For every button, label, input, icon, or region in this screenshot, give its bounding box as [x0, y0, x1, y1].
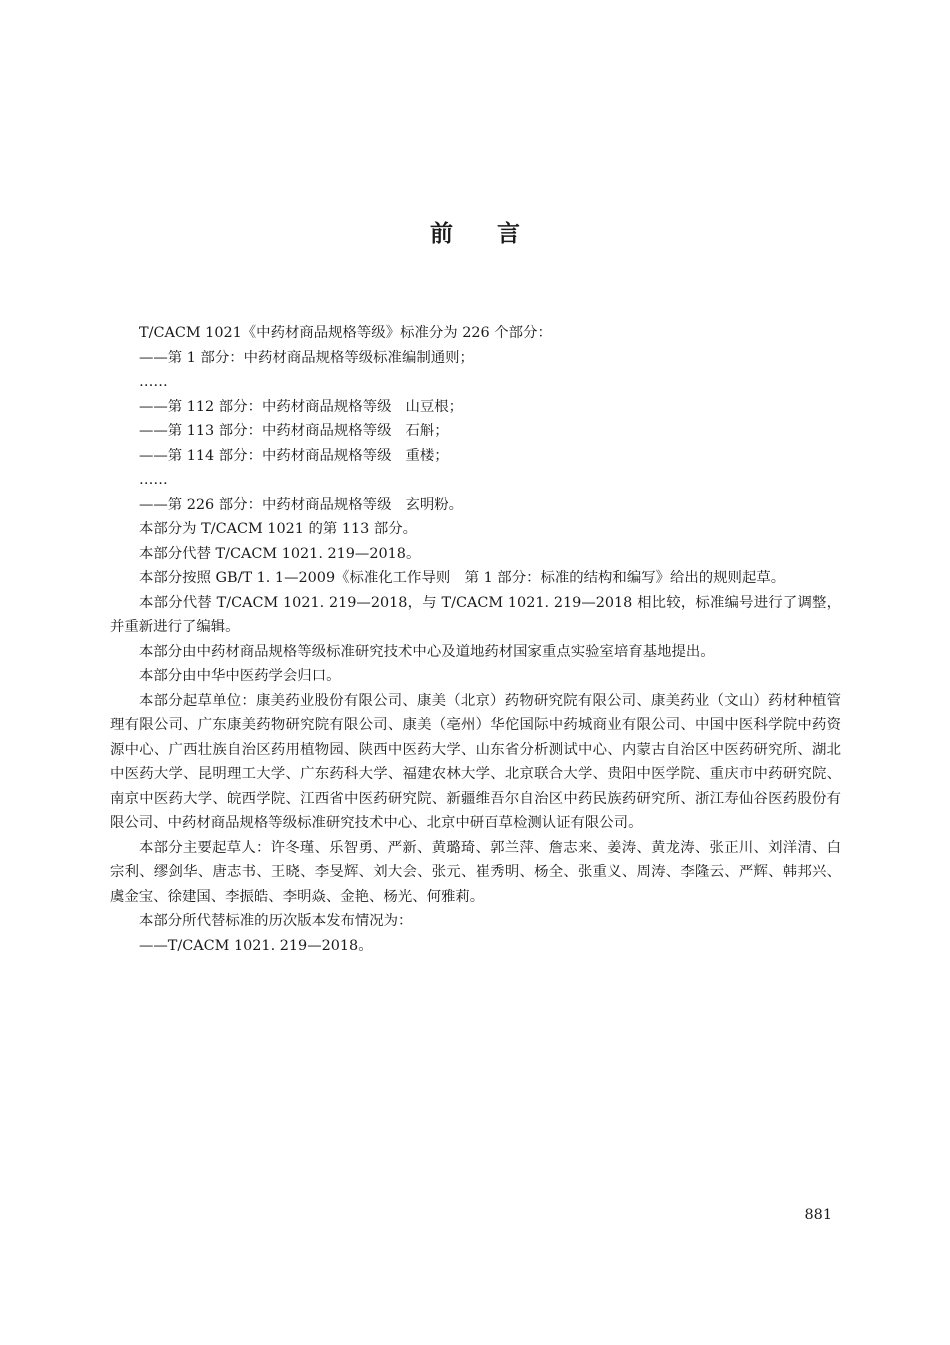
- replaces-paragraph: 本部分代替 T/CACM 1021. 219—2018。: [139, 545, 421, 562]
- foreword-body: [110, 321, 841, 958]
- part-name: 石斛；: [405, 423, 449, 439]
- drafting-units-paragraph: 本部分起草单位：康美药业股份有限公司、康美（北京）药物研究院有限公司、康美药业（文山）药材种植管理有限公司、广东康美药物研究院有限公司、康美（亳州）华佗国际中药城商业有限公司、中国中医科学院中药资源中心、广西壮族自治区药用植物园、陕西中医药大学、山东省分析测试中心、内蒙古自治区中医药研究所、湖北中医药大学、昆明理工大学、广东药科大学、福建农林大学、北京联合大学、贵阳中医学院、重庆市中药研究院、南京中医药大学、皖西学院、江西省中医药研究院、新疆维吾尔自治区中药民族药研究所、浙江寿仙谷医药股份有限公司、中药材商品规格等级标准研究技术中心、北京中研百草检测认证有限公司。: [110, 692, 841, 831]
- ellipsis-line: ……: [139, 374, 168, 390]
- part-item: ——第 112 部分：中药材商品规格等级 山豆根；: [139, 398, 464, 415]
- part-item: ——第 226 部分：中药材商品规格等级 玄明粉。: [139, 496, 464, 513]
- part-name: 山豆根；: [405, 398, 464, 415]
- ellipsis-line: ……: [139, 472, 168, 488]
- intro-paragraph: T/CACM 1021《中药材商品规格等级》标准分为 226 个部分：: [139, 325, 552, 341]
- part-name: 玄明粉。: [405, 496, 464, 513]
- centralized-paragraph: 本部分由中华中医药学会归口。: [139, 668, 341, 684]
- history-item: ——T/CACM 1021. 219—2018。: [139, 937, 373, 954]
- parts-list: [110, 346, 841, 518]
- changes-paragraph: 本部分代替 T/CACM 1021. 219—2018，与 T/CACM 1021. 219—2018 相比较，标准编号进行了调整，并重新进行了编辑。: [110, 594, 841, 635]
- history-heading-paragraph: 本部分所代替标准的历次版本发布情况为：: [139, 913, 413, 929]
- part-item: ——第 114 部分：中药材商品规格等级 重楼；: [139, 447, 449, 464]
- drafting-rules-paragraph: 本部分按照 GB/T 1. 1—2009《标准化工作导则 第 1 部分：标准的结构和编写》给出的规则起草。: [139, 570, 786, 586]
- foreword-heading: 前言: [430, 221, 564, 247]
- part-item: ——第 113 部分：中药材商品规格等级 石斛；: [139, 423, 449, 439]
- proposer-paragraph: 本部分由中药材商品规格等级标准研究技术中心及道地药材国家重点实验室培育基地提出。: [139, 643, 715, 660]
- part-number-paragraph: 本部分为 T/CACM 1021 的第 113 部分。: [139, 521, 418, 537]
- part-item: ——第 1 部分：中药材商品规格等级标准编制通则；: [139, 349, 474, 366]
- part-name: 重楼；: [405, 447, 449, 464]
- drafters-paragraph: 本部分主要起草人：许冬瑾、乐智勇、严新、黄璐琦、郭兰萍、詹志来、姜涛、黄龙涛、张正川、刘洋清、白宗利、缪剑华、唐志书、王晓、李旻辉、刘大会、张元、崔秀明、杨全、张重义、周涛、李隆云、严辉、韩邦兴、虞金宝、徐建国、李振皓、李明焱、金艳、杨光、何雅莉。: [110, 839, 841, 905]
- page-number: 881: [804, 1207, 832, 1223]
